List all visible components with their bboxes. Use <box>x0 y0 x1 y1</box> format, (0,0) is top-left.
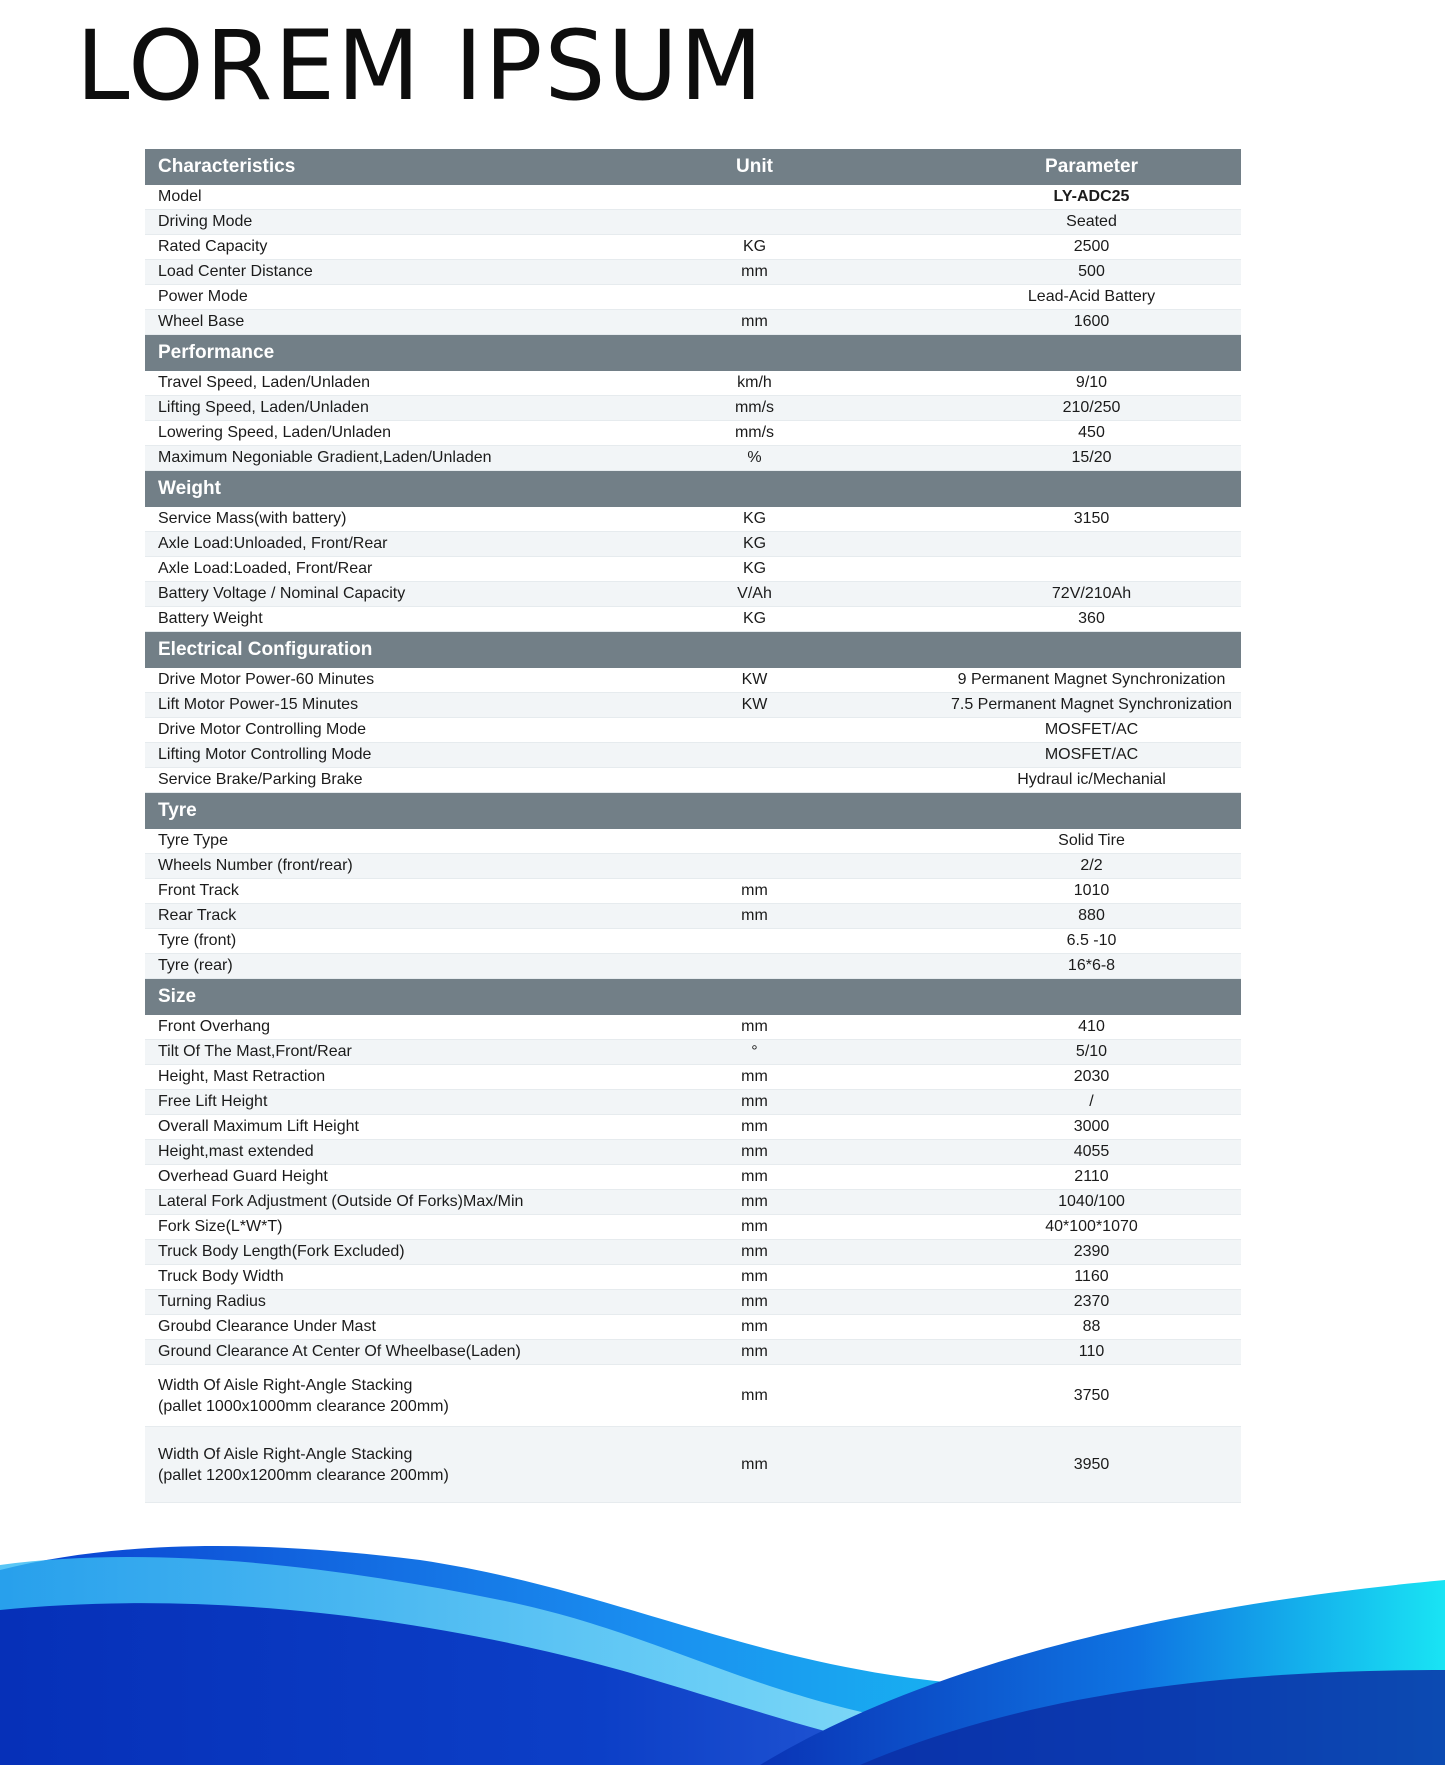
row-characteristic: Service Mass(with battery) <box>158 510 347 527</box>
row-characteristic: Lifting Speed, Laden/Unladen <box>158 399 369 416</box>
row-characteristic: Overhead Guard Height <box>158 1168 328 1185</box>
row-characteristic: Fork Size(L*W*T) <box>158 1218 283 1235</box>
section-header <box>145 335 1241 371</box>
table-row <box>145 446 1241 471</box>
row-characteristic: Rated Capacity <box>158 238 268 255</box>
row-characteristic: Free Lift Height <box>158 1093 268 1110</box>
row-characteristic: Lateral Fork Adjustment (Outside Of Forks)Max/Min <box>158 1193 524 1210</box>
row-characteristic: Rear Track <box>158 907 237 924</box>
row-parameter: 110 <box>1078 1343 1105 1360</box>
row-unit: mm <box>741 1193 768 1210</box>
row-parameter: 3950 <box>1073 1456 1110 1473</box>
row-unit: KW <box>741 696 768 713</box>
row-unit: mm <box>741 1068 768 1085</box>
row-unit: mm <box>741 1318 768 1335</box>
row-characteristic: Lifting Motor Controlling Mode <box>158 746 372 763</box>
row-characteristic: Model <box>158 188 202 205</box>
table-row <box>145 743 1241 768</box>
page-title: LOREM IPSUM <box>76 10 765 122</box>
row-characteristic: Axle Load:Loaded, Front/Rear <box>158 560 373 577</box>
table-row <box>145 1165 1241 1190</box>
table-row <box>145 1215 1241 1240</box>
row-unit: mm <box>741 1168 768 1185</box>
table-row <box>145 310 1241 335</box>
row-parameter: 6.5 -10 <box>1066 932 1117 949</box>
section-title: Performance <box>158 342 275 363</box>
row-characteristic: Groubd Clearance Under Mast <box>158 1318 376 1335</box>
table-row <box>145 1240 1241 1265</box>
row-unit: mm <box>741 1268 768 1285</box>
row-characteristic: Tyre (front) <box>158 932 237 949</box>
table-row <box>145 396 1241 421</box>
row-characteristic: Tyre Type <box>158 832 228 849</box>
row-parameter: 1600 <box>1073 313 1110 330</box>
row-unit: mm <box>741 907 768 924</box>
table-row <box>145 557 1241 582</box>
table-row <box>145 1340 1241 1365</box>
table-row <box>145 1065 1241 1090</box>
section-title: Weight <box>158 478 221 499</box>
row-parameter: 360 <box>1078 610 1105 627</box>
table-row <box>145 210 1241 235</box>
row-parameter: 410 <box>1078 1018 1105 1035</box>
row-parameter: 2030 <box>1073 1068 1110 1085</box>
row-parameter: 1160 <box>1074 1268 1109 1285</box>
row-unit: V/Ah <box>737 585 772 602</box>
row-characteristic: Axle Load:Unloaded, Front/Rear <box>158 535 388 552</box>
row-parameter: 2390 <box>1073 1243 1110 1260</box>
row-parameter: 210/250 <box>1062 399 1121 416</box>
row-characteristic: Driving Mode <box>158 213 253 230</box>
row-characteristic: Wheels Number (front/rear) <box>158 857 353 874</box>
row-parameter: Seated <box>1066 213 1117 230</box>
row-characteristic: Turning Radius <box>158 1293 266 1310</box>
row-unit: km/h <box>737 374 772 391</box>
row-unit: mm <box>741 882 768 899</box>
row-parameter: 2500 <box>1073 238 1110 255</box>
row-characteristic: Height, Mast Retraction <box>158 1068 326 1085</box>
row-unit: mm <box>741 1143 768 1160</box>
table-column-header <box>145 149 1241 185</box>
table-row <box>145 904 1241 929</box>
section-header <box>145 471 1241 507</box>
row-unit: % <box>747 449 762 466</box>
row-parameter: 88 <box>1082 1318 1101 1335</box>
table-row <box>145 185 1241 210</box>
table-row <box>145 1290 1241 1315</box>
section-title: Tyre <box>158 800 197 821</box>
table-row <box>145 1190 1241 1215</box>
row-characteristic: Service Brake/Parking Brake <box>158 771 363 788</box>
table-row <box>145 854 1241 879</box>
row-characteristic: Battery Weight <box>158 610 263 627</box>
table-row <box>145 235 1241 260</box>
table-row <box>145 507 1241 532</box>
table-row <box>145 718 1241 743</box>
table-row <box>145 829 1241 854</box>
section-header <box>145 632 1241 668</box>
row-characteristic: Truck Body Width <box>158 1268 284 1285</box>
row-parameter: MOSFET/AC <box>1044 721 1139 738</box>
section-header <box>145 979 1241 1015</box>
wave-decoration <box>0 1520 1445 1765</box>
row-parameter: 5/10 <box>1075 1043 1108 1060</box>
table-row <box>145 260 1241 285</box>
row-parameter: 3000 <box>1073 1118 1110 1135</box>
row-unit: mm <box>741 1093 768 1110</box>
section-title: Electrical Configuration <box>158 639 373 660</box>
table-row <box>145 768 1241 793</box>
table-row <box>145 668 1241 693</box>
row-characteristic: Truck Body Length(Fork Excluded) <box>158 1243 405 1260</box>
row-parameter: MOSFET/AC <box>1044 746 1139 763</box>
row-characteristic: Drive Motor Controlling Mode <box>158 721 367 738</box>
row-parameter: 2/2 <box>1080 857 1103 874</box>
row-parameter: / <box>1089 1093 1094 1110</box>
row-parameter: 40*100*1070 <box>1045 1218 1138 1235</box>
row-unit: mm <box>741 263 768 280</box>
row-characteristic: Width Of Aisle Right-Angle Stacking (pallet 1000x1000mm clearance 200mm) <box>158 1376 449 1415</box>
row-unit: mm <box>741 1118 768 1135</box>
row-parameter: 16*6-8 <box>1067 957 1116 974</box>
table-row <box>145 929 1241 954</box>
spec-table <box>145 149 1241 1503</box>
row-unit: mm/s <box>734 399 775 416</box>
row-characteristic: Ground Clearance At Center Of Wheelbase(Laden) <box>158 1343 521 1360</box>
row-unit: mm <box>741 1218 768 1235</box>
row-parameter: 9/10 <box>1075 374 1108 391</box>
table-row <box>145 582 1241 607</box>
row-parameter: LY-ADC25 <box>1053 188 1130 205</box>
row-unit: mm <box>741 1293 768 1310</box>
row-unit: KG <box>742 560 767 577</box>
row-parameter: 500 <box>1078 263 1105 280</box>
table-row <box>145 1115 1241 1140</box>
table-row <box>145 693 1241 718</box>
table-row <box>145 285 1241 310</box>
row-characteristic: Front Overhang <box>158 1018 271 1035</box>
row-unit: mm <box>741 1387 768 1404</box>
column-header-characteristics: Characteristics <box>158 156 296 177</box>
table-row <box>145 1040 1241 1065</box>
table-row <box>145 1265 1241 1290</box>
row-characteristic: Width Of Aisle Right-Angle Stacking (pallet 1200x1200mm clearance 200mm) <box>158 1445 449 1484</box>
row-parameter: 9 Permanent Magnet Synchronization <box>957 671 1226 688</box>
table-row <box>145 954 1241 979</box>
row-characteristic: Wheel Base <box>158 313 245 330</box>
row-parameter: 880 <box>1078 907 1105 924</box>
row-unit: KG <box>742 238 767 255</box>
row-characteristic: Lowering Speed, Laden/Unladen <box>158 424 392 441</box>
row-characteristic: Height,mast extended <box>158 1143 314 1160</box>
row-unit: KW <box>741 671 768 688</box>
row-parameter: 72V/210Ah <box>1051 585 1132 602</box>
table-row <box>145 1015 1241 1040</box>
table-row <box>145 1427 1241 1503</box>
row-characteristic: Travel Speed, Laden/Unladen <box>158 374 370 391</box>
column-header-unit: Unit <box>736 156 773 177</box>
table-row <box>145 607 1241 632</box>
row-unit: mm/s <box>734 424 775 441</box>
row-parameter: 3750 <box>1073 1387 1110 1404</box>
row-parameter: Hydraul ic/Mechanial <box>1017 771 1166 788</box>
table-row <box>145 1365 1241 1427</box>
row-characteristic: Power Mode <box>158 288 248 305</box>
row-parameter: 1010 <box>1073 882 1110 899</box>
row-parameter: Lead-Acid Battery <box>1027 288 1156 305</box>
row-parameter: 3150 <box>1073 510 1110 527</box>
row-characteristic: Front Track <box>158 882 239 899</box>
row-unit: mm <box>741 1243 768 1260</box>
section-header <box>145 793 1241 829</box>
row-unit: mm <box>741 1018 768 1035</box>
column-header-parameter: Parameter <box>1045 156 1138 177</box>
row-parameter: 2110 <box>1074 1168 1109 1185</box>
row-unit: ° <box>751 1043 758 1060</box>
row-unit: KG <box>742 535 767 552</box>
row-parameter: 2370 <box>1073 1293 1110 1310</box>
row-characteristic: Maximum Negoniable Gradient,Laden/Unladen <box>158 449 492 466</box>
table-row <box>145 371 1241 396</box>
row-parameter: 15/20 <box>1071 449 1112 466</box>
table-row <box>145 1315 1241 1340</box>
section-title: Size <box>158 986 197 1007</box>
row-parameter: Solid Tire <box>1058 832 1125 849</box>
row-characteristic: Tyre (rear) <box>158 957 233 974</box>
row-characteristic: Drive Motor Power-60 Minutes <box>158 671 375 688</box>
row-parameter: 7.5 Permanent Magnet Synchronization <box>950 696 1233 713</box>
row-characteristic: Overall Maximum Lift Height <box>158 1118 359 1135</box>
row-unit: KG <box>742 510 767 527</box>
table-row <box>145 1140 1241 1165</box>
row-unit: mm <box>741 1343 768 1360</box>
table-row <box>145 879 1241 904</box>
row-parameter: 4055 <box>1073 1143 1110 1160</box>
table-row <box>145 421 1241 446</box>
row-characteristic: Load Center Distance <box>158 263 313 280</box>
row-characteristic: Battery Voltage / Nominal Capacity <box>158 585 406 602</box>
row-characteristic: Lift Motor Power-15 Minutes <box>158 696 359 713</box>
row-unit: mm <box>741 1456 768 1473</box>
row-parameter: 1040/100 <box>1058 1193 1125 1210</box>
row-unit: KG <box>742 610 767 627</box>
table-row <box>145 532 1241 557</box>
table-row <box>145 1090 1241 1115</box>
row-parameter: 450 <box>1078 424 1105 441</box>
row-characteristic: Tilt Of The Mast,Front/Rear <box>158 1043 352 1060</box>
row-unit: mm <box>741 313 768 330</box>
